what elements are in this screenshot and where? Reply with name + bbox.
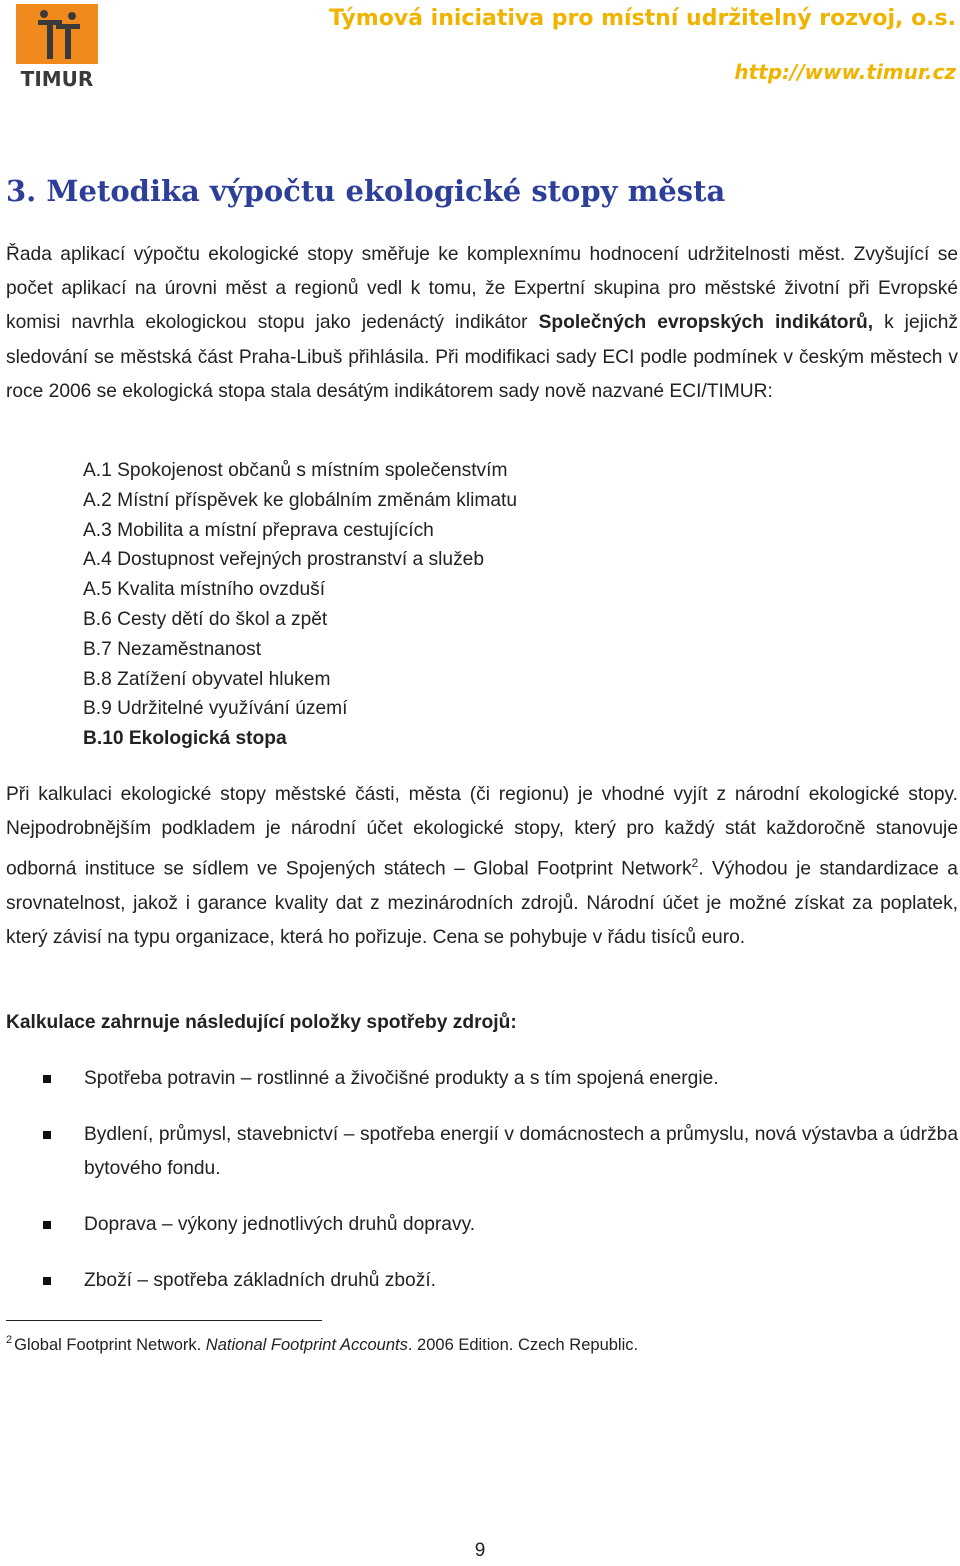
- indicator-item: B.8 Zatížení obyvatel hlukem: [83, 668, 331, 690]
- indicator-item-ecological-footprint: B.10 Ekologická stopa: [83, 728, 287, 750]
- indicator-item: B.7 Nezaměstnanost: [83, 638, 262, 660]
- organization-url-link[interactable]: http://www.timur.cz: [734, 60, 956, 84]
- indicator-item: A.1 Spokojenost občanů s místním společenstvím: [83, 460, 508, 481]
- footnote-italic-title: National Footprint Accounts: [205, 1336, 408, 1354]
- indicator-item: A.4 Dostupnost veřejných prostranství a služeb: [83, 549, 485, 571]
- footnote-divider: [6, 1320, 322, 1321]
- calculation-text-1: Při kalkulaci ekologické stopy městské části, města (či regionu) je vhodné vyjít z národní ekologické stopy. Nejpodrobnějším podkladem je národní účet ekologické stopy, který pro každý stát každoročně stanovuje odborná instituce se sídlem ve Spojených státech – Global Footprint Network: [6, 784, 958, 880]
- logo-text: TIMUR: [20, 67, 94, 91]
- bullet-text: Bydlení, průmysl, stavebnictví – spotřeba energií v domácnostech a průmyslu, nová výstavba a údržba bytového fondu.: [84, 1124, 958, 1180]
- intro-text-1: Řada aplikací výpočtu ekologické stopy směřuje ke komplexnímu hodnocení udržitelnosti měst. Zvyšující se počet aplikací na úrovni měst a regionů vedl k tomu, že Expertní skupina pro městské životní při Evropské komisi navrhla ekologickou stopu jako jedenáctý indikátor: [6, 244, 958, 334]
- calculation-paragraph: [6, 778, 958, 955]
- footnote-text-2: . 2006 Edition. Czech Republic.: [407, 1336, 639, 1354]
- calculation-items-heading: Kalkulace zahrnuje následující položky spotřeby zdrojů:: [6, 1012, 517, 1033]
- indicator-item: A.3 Mobilita a místní přeprava cestujících: [83, 519, 434, 541]
- timur-logo-graphic: [12, 2, 102, 92]
- footnote-number: 2: [6, 1334, 13, 1346]
- intro-paragraph: [6, 238, 958, 409]
- square-bullet-icon: [43, 1277, 51, 1285]
- indicator-list: [83, 456, 517, 754]
- square-bullet-icon: [43, 1221, 51, 1229]
- calculation-text-2: . Výhodou je standardizace a srovnatelnost, jakož i garance kvality dat z mezinárodních zdrojů. Národní účet je možné získat za poplatek, který závisí na typu organizace, která ho pořizuje. Cena se pohybuje v řádu tisíců euro.: [6, 858, 958, 949]
- indicator-item: A.2 Místní příspěvek ke globálním změnám klimatu: [83, 489, 518, 511]
- intro-text-2: k jejichž sledování se městská část Praha-Libuš přihlásila. Při modifikaci sady ECI podle podmínek v českým městech v roce 2006 se ekologická stopa stala desátým indikátorem sady nově nazvané ECI/TIMUR:: [6, 312, 958, 402]
- bullet-text: Zboží – spotřeba základních druhů zboží.: [84, 1270, 436, 1291]
- bullet-text: Doprava – výkony jednotlivých druhů dopravy.: [84, 1214, 476, 1235]
- square-bullet-icon: [43, 1131, 51, 1139]
- page-number: 9: [474, 1540, 486, 1561]
- indicator-item: B.9 Udržitelné využívání území: [83, 698, 348, 720]
- indicator-item: A.5 Kvalita místního ovzduší: [83, 579, 326, 601]
- organization-name: Týmová iniciativa pro místní udržitelný rozvoj, o.s.: [329, 6, 956, 31]
- indicator-item: B.6 Cesty dětí do škol a zpět: [83, 608, 328, 630]
- intro-bold-text: Společných evropských indikátorů,: [538, 312, 874, 334]
- footnote-reference: 2: [691, 856, 699, 871]
- timur-logo: [12, 2, 102, 92]
- footnote: [6, 1336, 638, 1355]
- square-bullet-icon: [43, 1075, 51, 1083]
- footnote-text-1: Global Footprint Network.: [14, 1336, 206, 1354]
- bullet-text: Spotřeba potravin – rostlinné a živočišné produkty a s tím spojená energie.: [84, 1068, 719, 1089]
- section-heading: 3. Metodika výpočtu ekologické stopy města: [6, 174, 726, 208]
